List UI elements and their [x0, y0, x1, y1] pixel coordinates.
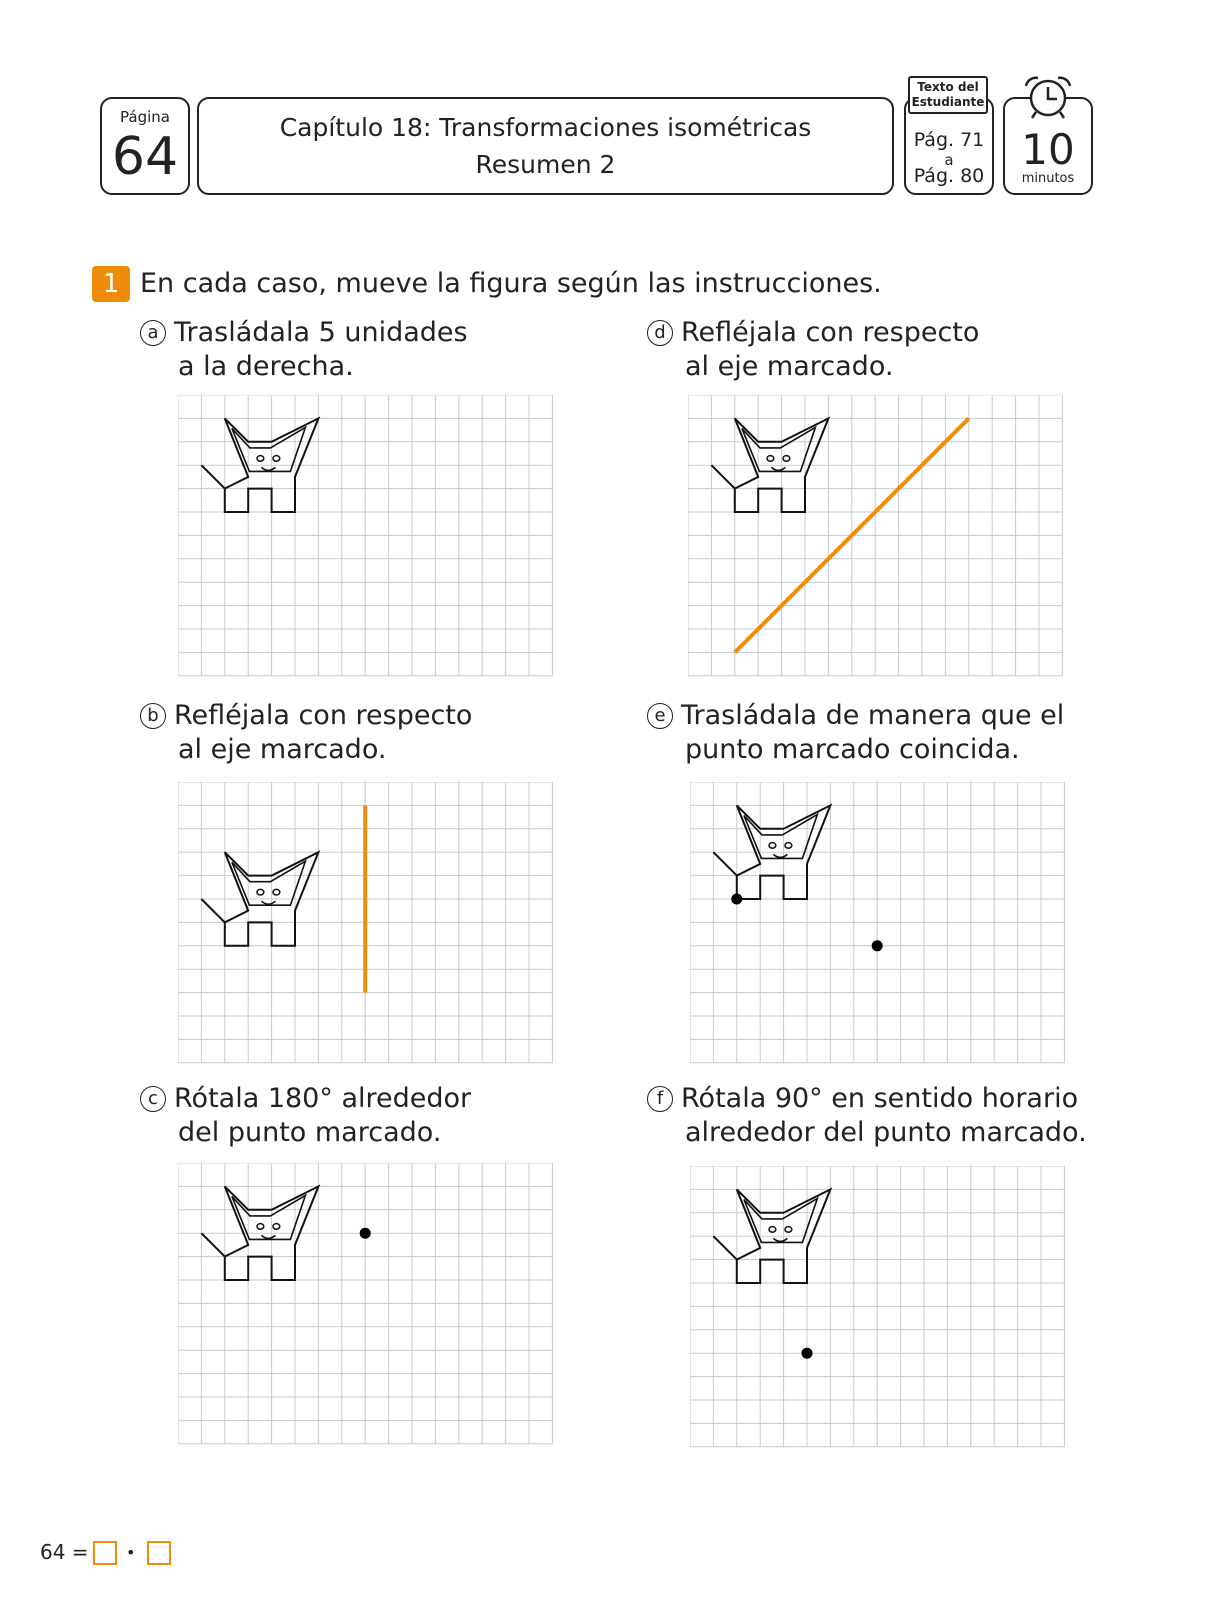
- time-value: 10: [1021, 125, 1075, 174]
- exercise-f-line1: Rótala 90° en sentido horario: [681, 1083, 1079, 1114]
- grid-lines: [688, 395, 1062, 676]
- exercise-d-letter: d: [647, 320, 673, 346]
- alarm-clock-icon: [1020, 74, 1076, 120]
- exercise-a-line2: a la derecha.: [178, 351, 354, 382]
- question-text: En cada caso, mueve la figura según las instrucciones.: [140, 268, 882, 299]
- exercise-a-line1: Trasládala 5 unidades: [174, 317, 468, 348]
- grid-e: [690, 782, 1065, 1064]
- exercise-e-line1: Trasládala de manera que el: [681, 700, 1065, 731]
- exercise-e-instruction: [647, 699, 1064, 767]
- exercise-e-line2: punto marcado coincida.: [685, 734, 1020, 765]
- exercise-d-line1: Refléjala con respecto: [681, 317, 980, 348]
- grid-b: [178, 782, 553, 1064]
- exercise-d-line2: al eje marcado.: [685, 351, 894, 382]
- chapter-title: Capítulo 18: Transformaciones isométricas: [279, 113, 812, 142]
- ref-connector: a: [944, 151, 954, 169]
- exercise-a-instruction: [140, 316, 468, 384]
- rotation-point: [802, 1348, 813, 1359]
- grid-c: [178, 1163, 553, 1445]
- ref-badge-line1: Texto del: [917, 80, 979, 94]
- exercise-f-instruction: [647, 1082, 1087, 1150]
- time-unit: minutos: [1021, 171, 1075, 186]
- exercise-b-line1: Refléjala con respecto: [174, 700, 473, 731]
- grid-f: [690, 1166, 1065, 1448]
- grid-a: [178, 395, 553, 677]
- multiply-dot: •: [126, 1543, 136, 1562]
- answer-box-1[interactable]: [93, 1541, 117, 1565]
- exercise-f-letter: f: [647, 1086, 673, 1112]
- grid-lines: [178, 1163, 552, 1444]
- exercise-b-instruction: [140, 699, 472, 767]
- answer-box-2[interactable]: [147, 1541, 171, 1565]
- exercise-c-line1: Rótala 180° alrededor: [174, 1083, 472, 1114]
- question-number: 1: [92, 266, 130, 302]
- book-icon: [908, 76, 988, 114]
- ref-to: Pág. 80: [913, 165, 985, 187]
- grid-lines: [690, 1166, 1064, 1447]
- page-number: 64: [111, 127, 179, 187]
- marked-point-on-figure: [731, 894, 742, 905]
- footer-expression: [40, 1538, 89, 1566]
- exercise-b-line2: al eje marcado.: [178, 734, 387, 765]
- exercise-a-letter: a: [140, 320, 166, 346]
- footer-text: 64 =: [40, 1540, 89, 1564]
- grid-lines: [690, 782, 1064, 1063]
- ref-badge-line2: Estudiante: [911, 95, 985, 109]
- exercise-c-line2: del punto marcado.: [178, 1117, 442, 1148]
- exercise-c-instruction: [140, 1082, 471, 1150]
- exercise-e-letter: e: [647, 703, 673, 729]
- exercise-c-letter: c: [140, 1086, 166, 1112]
- page-label: Página: [120, 108, 170, 126]
- rotation-point: [360, 1228, 371, 1239]
- exercise-d-instruction: [647, 316, 979, 384]
- exercise-b-letter: b: [140, 703, 166, 729]
- chapter-subtitle: Resumen 2: [475, 150, 616, 179]
- chapter-title-box: [197, 97, 894, 195]
- grid-lines: [178, 395, 552, 676]
- exercise-f-line2: alrededor del punto marcado.: [685, 1117, 1087, 1148]
- target-point: [872, 940, 883, 951]
- grid-d: [688, 395, 1063, 677]
- ref-from: Pág. 71: [913, 129, 985, 151]
- page-number-box: [100, 97, 190, 195]
